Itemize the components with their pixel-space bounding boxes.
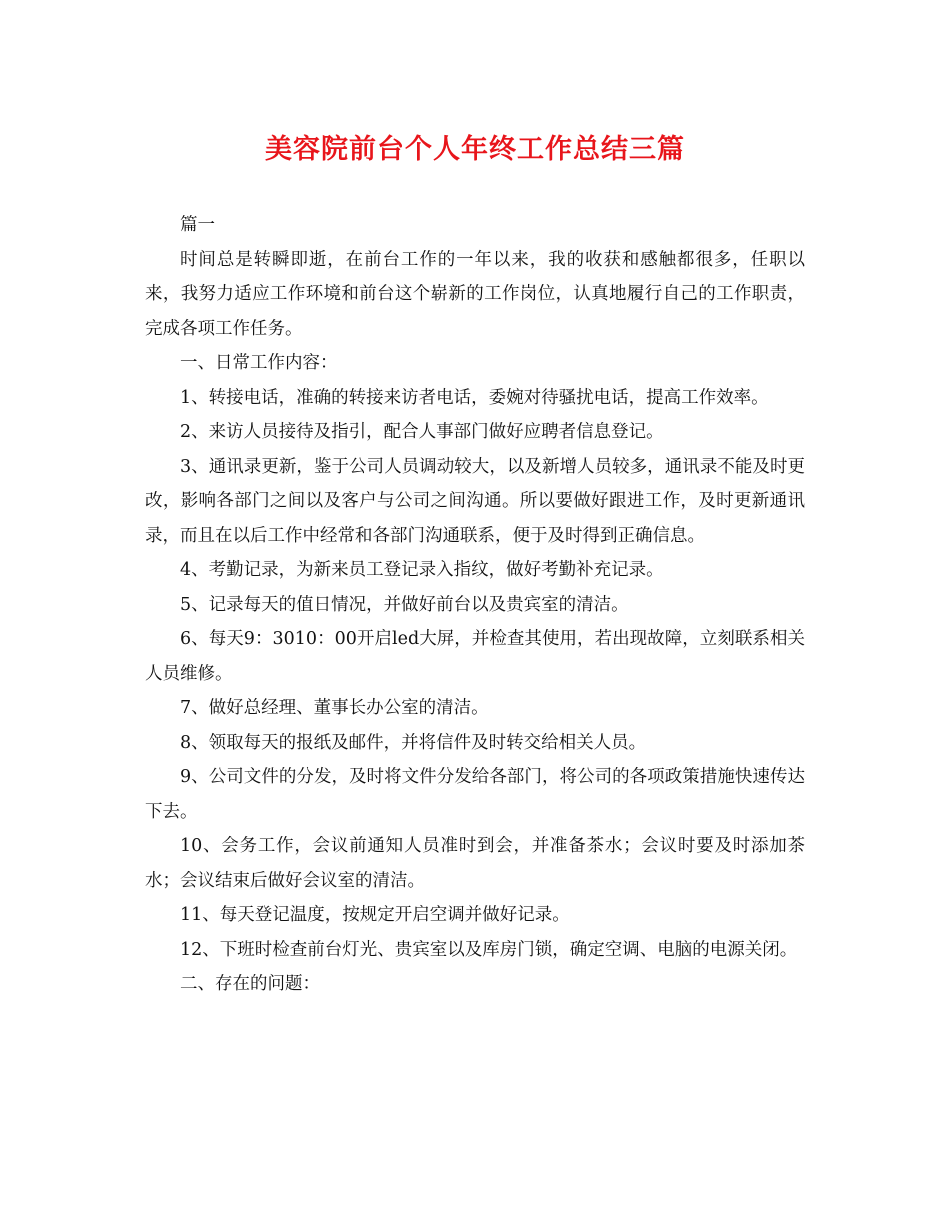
document-body xyxy=(145,208,805,1002)
intro-paragraph: 时间总是转瞬即逝，在前台工作的一年以来，我的收获和感触都很多，任职以来，我努力适应工作环境和前台这个崭新的工作岗位，认真地履行自己的工作职责，完成各项工作任务。 xyxy=(145,249,805,339)
list-item: 4、考勤记录，为新来员工登记录入指纹，做好考勤补充记录。 xyxy=(180,560,664,580)
list-item: 1、转接电话，准确的转接来访者电话，委婉对待骚扰电话，提高工作效率。 xyxy=(180,387,769,408)
list-item: 12、下班时检查前台灯光、贵宾室以及库房门锁，确定空调、电脑的电源关闭。 xyxy=(180,939,798,960)
section-heading-part-one: 篇一 xyxy=(180,215,215,235)
list-item: 7、做好总经理、董事长办公室的清洁。 xyxy=(180,698,489,718)
list-item: 3、通讯录更新，鉴于公司人员调动较大，以及新增人员较多，通讯录不能及时更改，影响各部门之间以及客户与公司之间沟通。所以要做好跟进工作，及时更新通讯录，而且在以后工作中经常和各部门沟通联系，便于及时得到正确信息。 xyxy=(145,456,805,546)
list-item: 6、每天9：3010：00开启led大屏，并检查其使用，若出现故障，立刻联系相关人员维修。 xyxy=(145,629,805,684)
section-heading-problems: 二、存在的问题： xyxy=(180,974,320,994)
list-item: 2、来访人员接待及指引，配合人事部门做好应聘者信息登记。 xyxy=(180,422,664,442)
list-item: 9、公司文件的分发，及时将文件分发给各部门，将公司的各项政策措施快速传达下去。 xyxy=(145,767,805,822)
list-item: 5、记录每天的值日情况，并做好前台以及贵宾室的清洁。 xyxy=(180,594,629,615)
document-title: 美容院前台个人年终工作总结三篇 xyxy=(265,134,685,165)
list-item: 11、每天登记温度，按规定开启空调并做好记录。 xyxy=(180,905,570,925)
section-heading-daily-work: 一、日常工作内容： xyxy=(180,353,338,373)
list-item: 8、领取每天的报纸及邮件，并将信件及时转交给相关人员。 xyxy=(180,732,647,753)
list-item: 10、会务工作，会议前通知人员准时到会，并准备茶水；会议时要及时添加茶水；会议结束后做好会议室的清洁。 xyxy=(145,836,805,891)
